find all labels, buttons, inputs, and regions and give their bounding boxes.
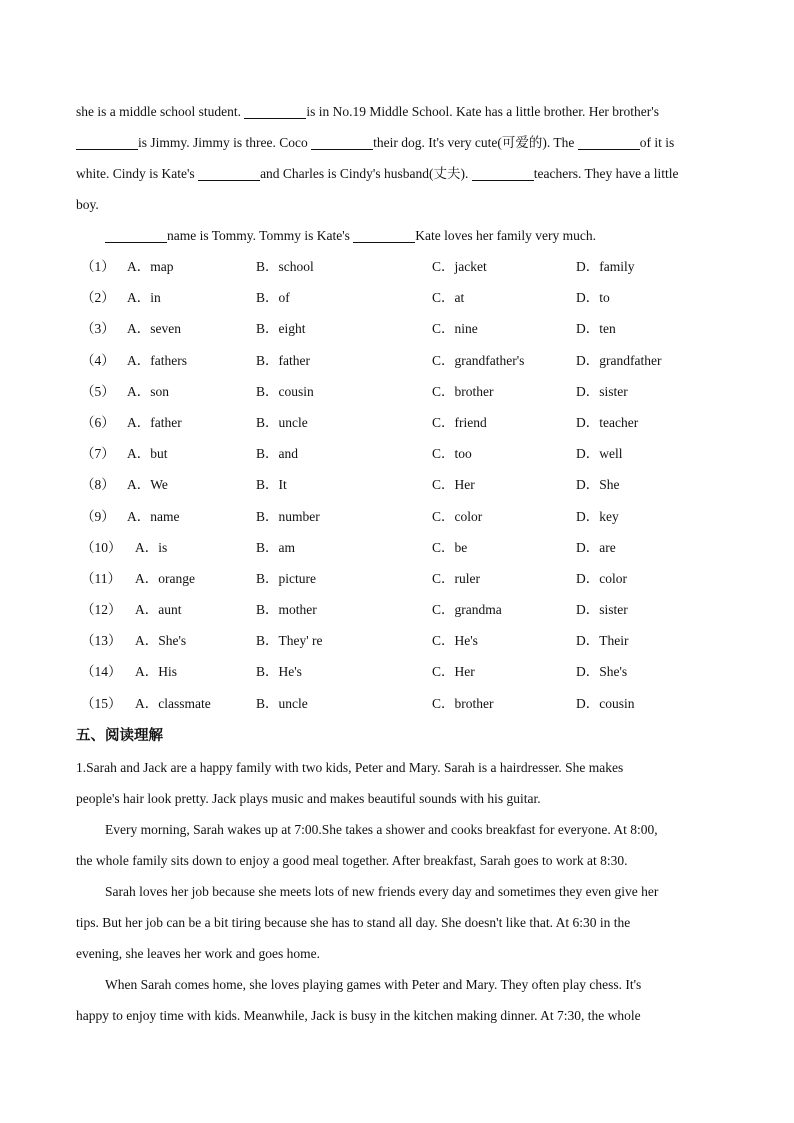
option-d[interactable]: D．sister	[576, 383, 628, 399]
option-b[interactable]: B．number	[256, 508, 320, 524]
option-c[interactable]: C．Her	[432, 477, 475, 493]
question-row	[76, 656, 726, 687]
question-number: （15）	[81, 695, 122, 711]
reading-line: people's hair look pretty. Jack plays music and makes beautiful sounds with his guitar.	[76, 790, 541, 806]
option-d[interactable]: D．family	[576, 259, 635, 274]
answer-blank	[311, 135, 373, 150]
passage-text: she is a middle school student.	[76, 104, 245, 119]
option-b[interactable]: B．cousin	[256, 383, 314, 399]
option-a[interactable]: A．map	[127, 259, 174, 274]
option-d[interactable]: D．She's	[576, 664, 628, 680]
option-b[interactable]: B．uncle	[256, 695, 308, 711]
question-number: （13）	[81, 633, 122, 649]
answer-blank	[244, 104, 306, 119]
question-row	[76, 251, 726, 282]
option-d[interactable]: D．to	[576, 290, 610, 306]
passage-text: their dog. It's very cute(可爱的). The	[373, 135, 578, 150]
reading-line: 1.Sarah and Jack are a happy family with two kids, Peter and Mary. Sarah is a hairdresser. She makes	[76, 759, 624, 775]
passage-text: teachers. They have a little	[533, 166, 679, 181]
passage-text: is Jimmy. Jimmy is three. Coco	[138, 135, 312, 150]
option-a[interactable]: A．in	[127, 290, 161, 306]
option-c[interactable]: C．color	[432, 508, 483, 524]
option-c[interactable]: C．nine	[432, 321, 478, 337]
option-c[interactable]: C．brother	[432, 383, 494, 399]
passage-line-2	[76, 127, 726, 158]
question-row	[76, 345, 726, 376]
question-number: （5）	[81, 383, 115, 399]
option-a[interactable]: A．orange	[135, 570, 195, 586]
question-row	[76, 625, 726, 656]
option-c[interactable]: C．jacket	[432, 259, 487, 274]
question-number: （9）	[81, 508, 115, 524]
answer-blank	[578, 135, 640, 150]
option-d[interactable]: D．are	[576, 539, 616, 555]
option-c[interactable]: C．grandma	[432, 602, 502, 618]
answer-blank	[472, 166, 534, 181]
question-row	[76, 438, 726, 469]
option-a[interactable]: A．aunt	[135, 602, 182, 618]
option-d[interactable]: D．well	[576, 446, 623, 462]
passage-text: is in No.19 Middle School. Kate has a little brother. Her brother's	[306, 104, 659, 119]
option-c[interactable]: C．at	[432, 290, 465, 306]
option-b[interactable]: B．father	[256, 352, 310, 368]
reading-line: evening, she leaves her work and goes home.	[76, 945, 321, 961]
question-row	[76, 594, 726, 625]
option-d[interactable]: D．cousin	[576, 695, 635, 711]
answer-blank	[76, 135, 138, 150]
question-number: （6）	[81, 414, 115, 430]
option-a[interactable]: A．is	[135, 539, 168, 555]
option-c[interactable]: C．friend	[432, 414, 487, 430]
question-number: （3）	[81, 321, 115, 337]
passage-text: and Charles is Cindy's husband(丈夫).	[260, 166, 472, 181]
question-row	[76, 469, 726, 500]
option-c[interactable]: C．ruler	[432, 570, 480, 586]
option-d[interactable]: D．Their	[576, 633, 629, 649]
option-a[interactable]: A．seven	[127, 321, 181, 337]
question-row	[76, 376, 726, 407]
question-row	[76, 313, 726, 344]
option-b[interactable]: B．and	[256, 446, 298, 462]
question-number: （11）	[81, 570, 121, 586]
option-a[interactable]: A．She's	[135, 633, 187, 649]
option-d[interactable]: D．sister	[576, 602, 628, 618]
option-a[interactable]: A．father	[127, 414, 182, 430]
option-c[interactable]: C．Her	[432, 664, 475, 680]
question-number: （1）	[81, 259, 115, 274]
option-b[interactable]: B．mother	[256, 602, 317, 618]
option-b[interactable]: B．picture	[256, 570, 316, 586]
question-number: （4）	[81, 352, 115, 368]
question-number: （10）	[81, 539, 122, 555]
reading-line: When Sarah comes home, she loves playing games with Peter and Mary. They often play chess. It's	[105, 976, 642, 992]
question-number: （14）	[81, 664, 122, 680]
option-b[interactable]: B．eight	[256, 321, 306, 337]
question-row	[76, 688, 726, 719]
option-a[interactable]: A．classmate	[135, 695, 211, 711]
passage-line-1	[76, 96, 726, 127]
document-page	[76, 96, 726, 1031]
passage-line-4: boy.	[76, 197, 99, 212]
option-c[interactable]: C．brother	[432, 695, 494, 711]
question-list	[76, 251, 726, 719]
question-number: （7）	[81, 446, 115, 462]
question-row	[76, 282, 726, 313]
option-c[interactable]: C．He's	[432, 633, 478, 649]
option-d[interactable]: D．teacher	[576, 414, 639, 430]
question-number: （8）	[81, 477, 115, 493]
option-a[interactable]: A．fathers	[127, 352, 187, 368]
section-heading: 五、阅读理解	[76, 727, 163, 744]
option-d[interactable]: D．She	[576, 477, 620, 493]
question-row	[76, 563, 726, 594]
question-number: （2）	[81, 290, 115, 306]
option-d[interactable]: D．key	[576, 508, 619, 524]
question-row	[76, 501, 726, 532]
answer-blank	[105, 228, 167, 243]
passage-text: Kate loves her family very much.	[415, 228, 596, 243]
question-number: （12）	[81, 602, 122, 618]
option-d[interactable]: D．color	[576, 570, 627, 586]
reading-line: Every morning, Sarah wakes up at 7:00.She takes a shower and cooks breakfast for everyone. At 8:00,	[105, 821, 658, 837]
option-b[interactable]: B．am	[256, 539, 295, 555]
reading-line: Sarah loves her job because she meets lots of new friends every day and sometimes they even give her	[105, 883, 659, 899]
passage-line-5	[76, 220, 726, 251]
reading-line: the whole family sits down to enjoy a good meal together. After breakfast, Sarah goes to work at 8:30.	[76, 852, 628, 868]
reading-line: tips. But her job can be a bit tiring because she has to stand all day. She doesn't like that. At 6:30 in the	[76, 914, 631, 930]
passage-text: name is Tommy. Tommy is Kate's	[167, 228, 354, 243]
option-c[interactable]: C．grandfather's	[432, 352, 525, 368]
option-d[interactable]: D．grandfather	[576, 352, 662, 368]
option-c[interactable]: C．be	[432, 539, 468, 555]
option-d[interactable]: D．ten	[576, 321, 616, 337]
passage-line-3	[76, 158, 726, 189]
passage-text: of it is	[639, 135, 675, 150]
option-b[interactable]: B．of	[256, 290, 290, 306]
option-b[interactable]: B．uncle	[256, 414, 308, 430]
reading-passage	[76, 752, 726, 1031]
option-a[interactable]: A．His	[135, 664, 178, 680]
option-a[interactable]: A．We	[127, 477, 168, 493]
option-c[interactable]: C．too	[432, 446, 472, 462]
option-b[interactable]: B．school	[256, 259, 314, 274]
option-a[interactable]: A．son	[127, 383, 170, 399]
option-b[interactable]: B．They' re	[256, 633, 323, 649]
option-a[interactable]: A．but	[127, 446, 168, 462]
passage-text: white. Cindy is Kate's	[76, 166, 199, 181]
option-a[interactable]: A．name	[127, 508, 180, 524]
question-row	[76, 407, 726, 438]
answer-blank	[353, 228, 415, 243]
option-b[interactable]: B．It	[256, 477, 287, 493]
question-row	[76, 532, 726, 563]
option-b[interactable]: B．He's	[256, 664, 302, 680]
answer-blank	[198, 166, 260, 181]
reading-line: happy to enjoy time with kids. Meanwhile, Jack is busy in the kitchen making dinner. At 7:30, the whole	[76, 1007, 641, 1023]
